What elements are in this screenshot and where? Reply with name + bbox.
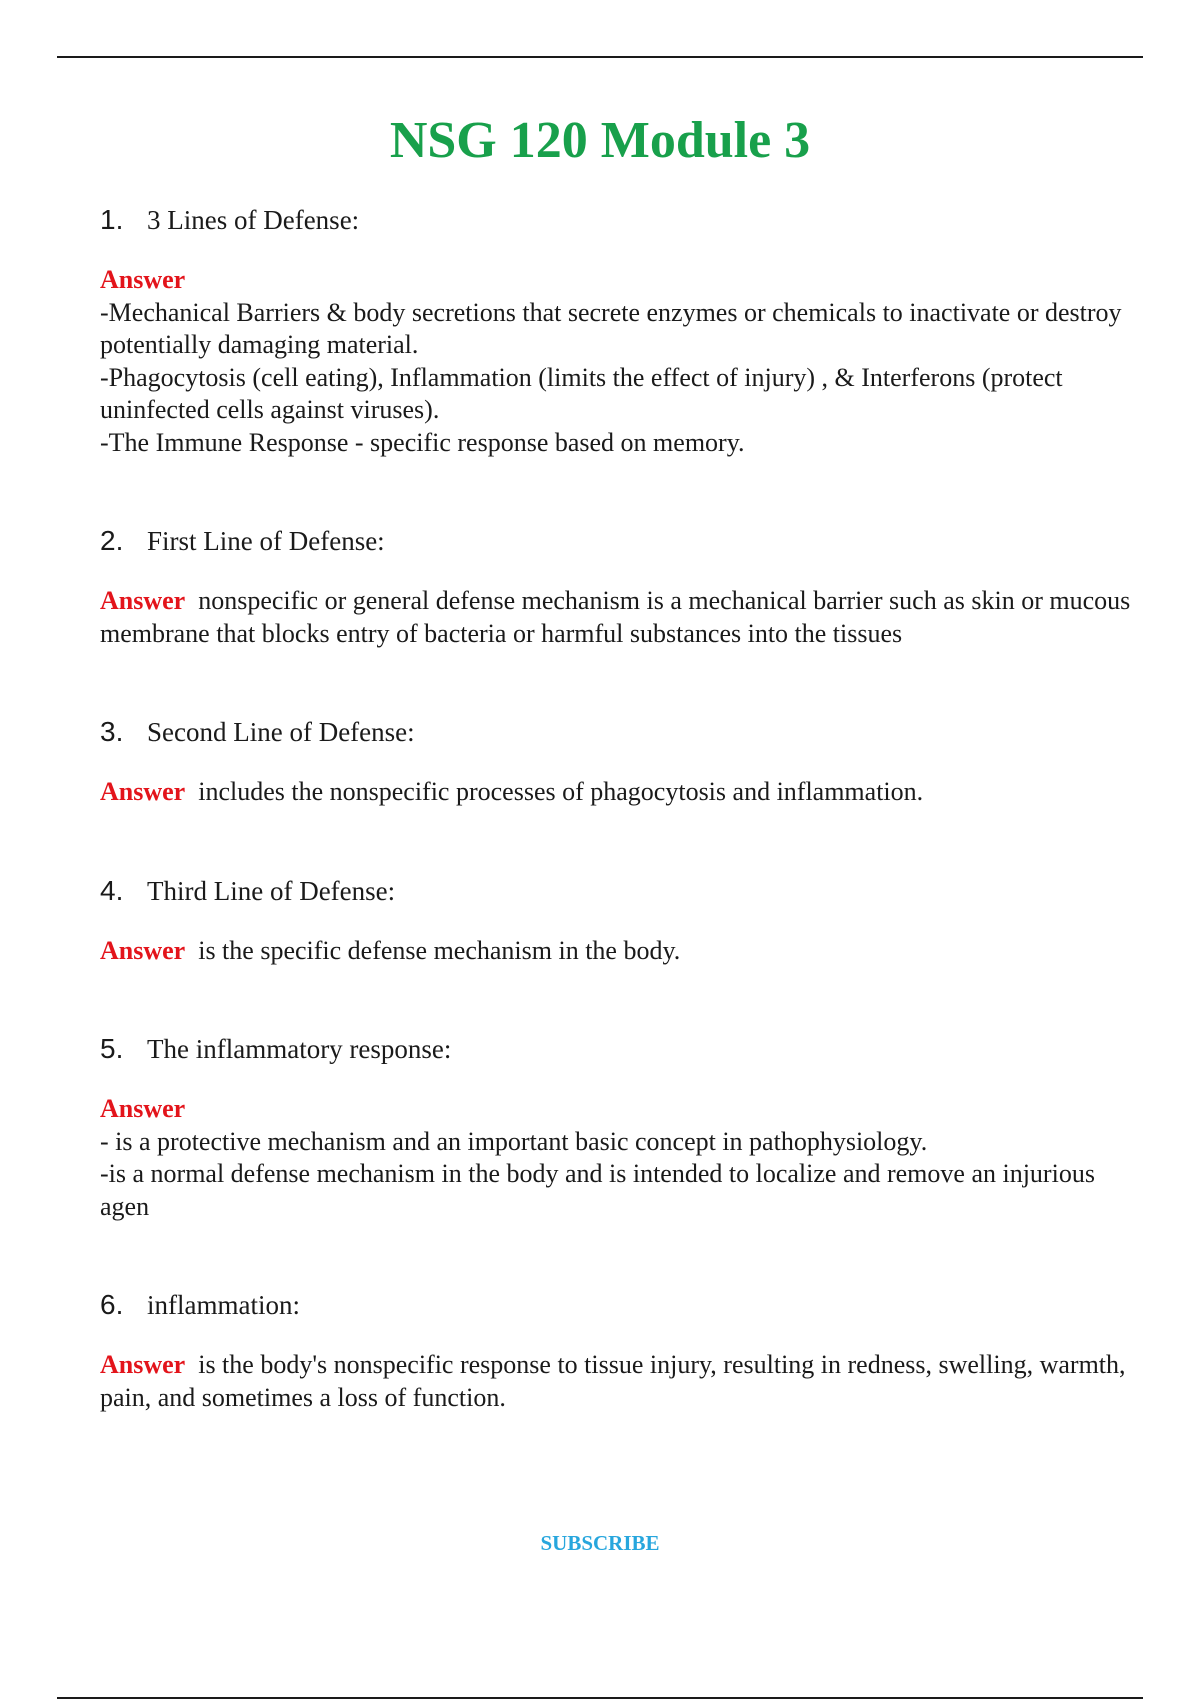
qa-item-2 (100, 521, 1150, 650)
qa-item-3 (100, 712, 1150, 809)
question-text: 3 Lines of Defense: (147, 205, 360, 235)
answer-line: -The Immune Response - specific response based on memory. (100, 427, 745, 457)
question-2 (100, 521, 1150, 561)
answer-1 (100, 264, 1150, 459)
page-title: NSG 120 Module 3 (389, 112, 811, 169)
question-3 (100, 712, 1150, 752)
question-1 (100, 200, 1150, 240)
answer-4 (100, 935, 1150, 968)
qa-list (100, 200, 1150, 1414)
question-6 (100, 1285, 1150, 1325)
qa-item-4 (100, 871, 1150, 968)
answer-text: is the body's nonspecific response to tissue injury, resulting in redness, swelling, warmth, pain, and sometimes a loss of function. (100, 1350, 1126, 1412)
answer-5 (100, 1093, 1150, 1223)
answer-line: -Phagocytosis (cell eating), Inflammation (limits the effect of injury) , & Interferons (protect uninfected cells against viruses). (100, 362, 1063, 424)
question-number: 3. (100, 716, 124, 747)
answer-text: includes the nonspecific processes of phagocytosis and inflammation. (198, 777, 924, 806)
bottom-rule (57, 1697, 1143, 1699)
answer-6 (100, 1349, 1150, 1414)
question-text: inflammation: (147, 1290, 300, 1320)
question-text: Third Line of Defense: (147, 875, 396, 906)
answer-label: Answer (100, 1350, 186, 1379)
qa-item-1 (100, 200, 1150, 459)
question-text: The inflammatory response: (147, 1034, 452, 1064)
answer-text: is the specific defense mechanism in the body. (198, 935, 681, 965)
question-5 (100, 1029, 1150, 1069)
question-text: Second Line of Defense: (147, 717, 415, 747)
answer-label: Answer (100, 265, 186, 294)
answer-text: nonspecific or general defense mechanism is a mechanical barrier such as skin or mucous membrane that blocks entry of bacteria or harmful substances into the tissues (100, 586, 1131, 648)
question-text: First Line of Defense: (147, 526, 385, 556)
question-number: 4. (100, 874, 124, 906)
top-rule (57, 56, 1143, 58)
answer-label: Answer (100, 935, 186, 965)
answer-line: -is a normal defense mechanism in the body and is intended to localize and remove an injurious agen (100, 1159, 1095, 1221)
answer-line: -Mechanical Barriers & body secretions that secrete enzymes or chemicals to inactivate or destroy potentially damaging material. (100, 297, 1122, 359)
answer-label: Answer (100, 586, 186, 615)
question-number: 6. (100, 1289, 124, 1320)
question-number: 2. (100, 525, 124, 556)
question-number: 5. (100, 1033, 124, 1064)
subscribe-link[interactable]: SUBSCRIBE (540, 1531, 660, 1555)
answer-line: - is a protective mechanism and an important basic concept in pathophysiology. (100, 1126, 928, 1156)
answer-label: Answer (100, 777, 186, 806)
question-4 (100, 871, 1150, 911)
answer-3 (100, 776, 1150, 809)
question-number: 1. (100, 204, 124, 235)
qa-item-5 (100, 1029, 1150, 1223)
answer-2 (100, 585, 1150, 650)
answer-label: Answer (100, 1094, 186, 1123)
qa-item-6 (100, 1285, 1150, 1414)
